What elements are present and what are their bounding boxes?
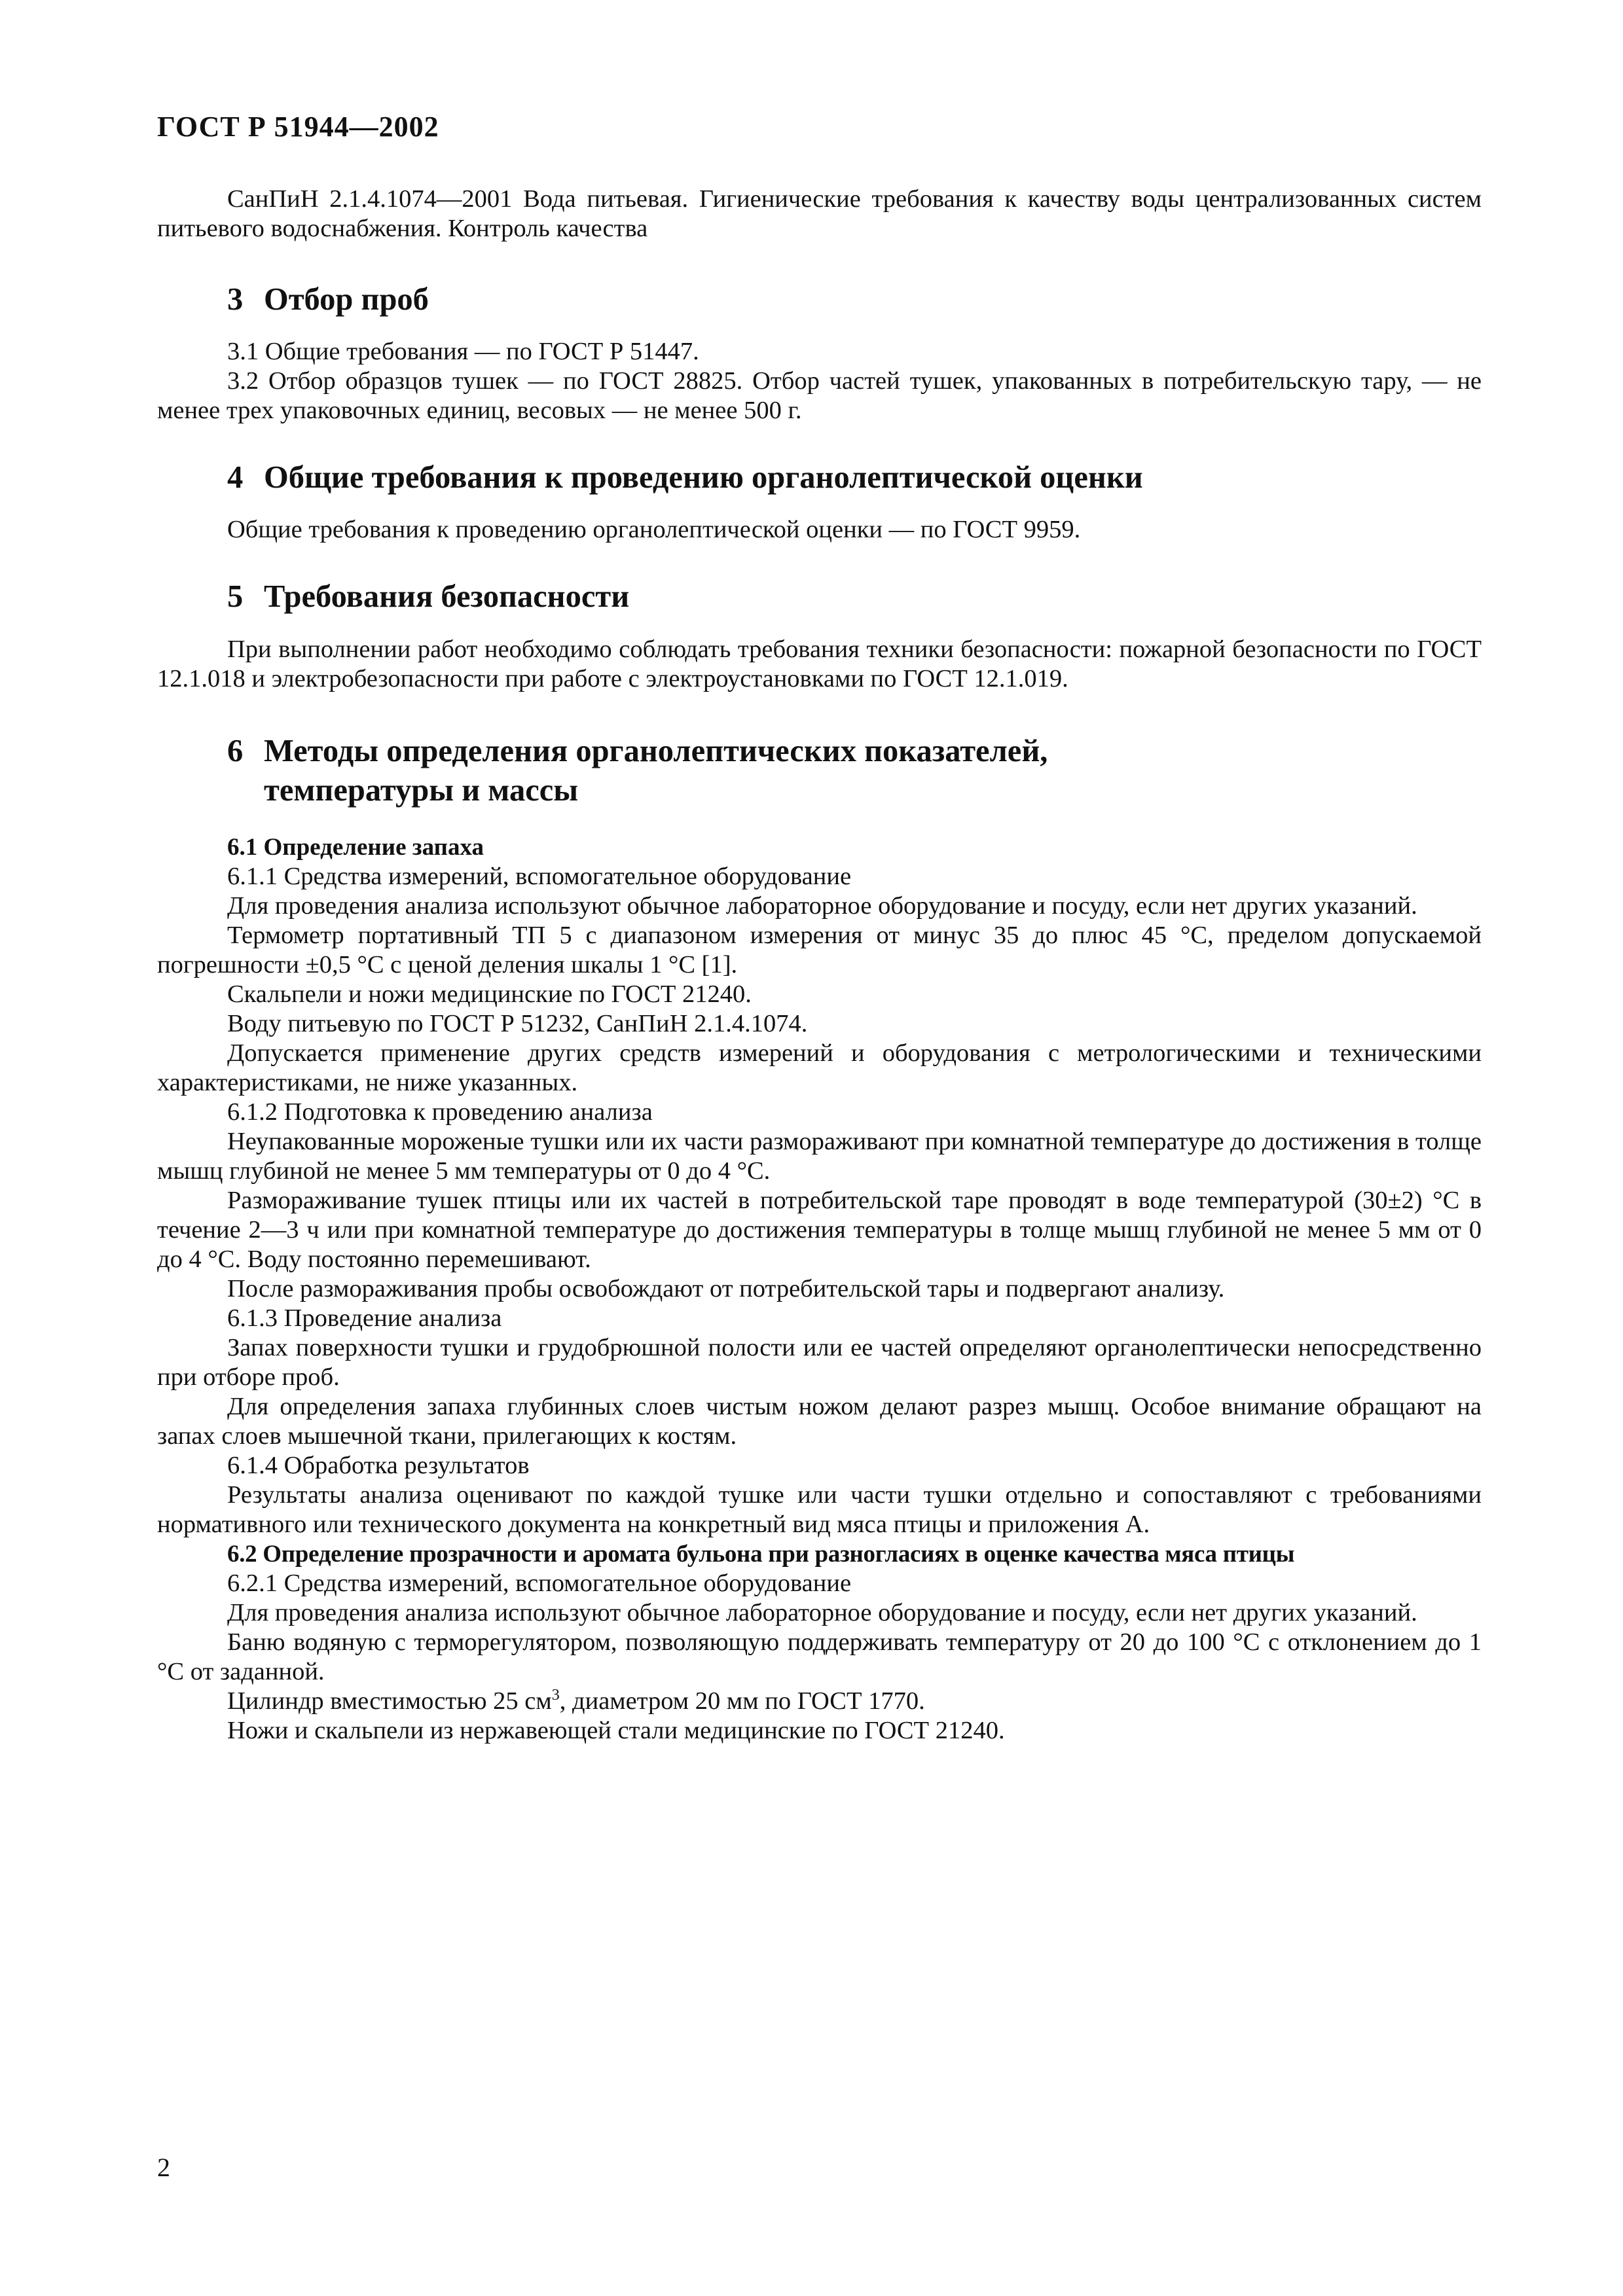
clause-6-2-1: 6.2.1 Средства измерений, вспомогательное оборудование [227, 1570, 852, 1597]
section-number: 4 [227, 460, 244, 495]
paragraph: Запах поверхности тушки и грудобрюшной полости или ее частей определяют органолептически непосредственно при отборе проб. [157, 1334, 1482, 1391]
paragraph: Неупакованные мороженые тушки или их части размораживают при комнатной температуре до достижения в толще мышц глубиной не менее 5 мм температуры от 0 до 4 °С. [157, 1128, 1482, 1185]
paragraph: 3.2 Отбор образцов тушек — по ГОСТ 28825. Отбор частей тушек, упакованных в потребительскую тару, — не менее трех упаковочных единиц, весовых — не менее 500 г. [157, 367, 1482, 424]
paragraph: Допускается применение других средств измерений и оборудования с метрологическими и техническими характеристиками, не ниже указанных. [157, 1039, 1482, 1096]
section-title-line1: Методы определения органолептических показателей, [264, 734, 1048, 768]
section-heading-3 [157, 280, 1482, 319]
section-number: 6 [227, 734, 244, 768]
paragraph: Для определения запаха глубинных слоев чистым ножом делают разрез мышц. Особое внимание обращают на запах слоев мышечной ткани, прилегающих к костям. [157, 1393, 1482, 1450]
paragraph: При выполнении работ необходимо соблюдать требования техники безопасности: пожарной безопасности по ГОСТ 12.1.018 и электробезопасности при работе с электроустановками по ГОСТ 12.1.019. [157, 636, 1482, 692]
subsection-heading-6-1: 6.1 Определение запаха [227, 834, 484, 861]
section-heading-4 [157, 458, 1482, 497]
paragraph: Общие требования к проведению органолептической оценки — по ГОСТ 9959. [227, 516, 1081, 543]
section-title: Отбор проб [264, 282, 429, 317]
paragraph: Размораживание тушек птицы или их частей в потребительской таре проводят в воде температурой (30±2) °С в течение 2—3 ч или при комнатной температуре до достижения температуры в толще мышц глубиной не менее 5 мм от 0 до 4 °С. Воду постоянно перемешивают. [157, 1187, 1482, 1273]
paragraph: Термометр портативный ТП 5 с диапазоном измерения от минус 35 до плюс 45 °С, пределом допускаемой погрешности ±0,5 °С с ценой деления шкалы 1 °С [1]. [157, 922, 1482, 978]
text-run: Цилиндр вместимостью 25 см [227, 1687, 552, 1715]
clause-6-1-2: 6.1.2 Подготовка к проведению анализа [227, 1098, 653, 1126]
clause-6-1-1: 6.1.1 Средства измерений, вспомогательное оборудование [227, 863, 852, 890]
paragraph: Скальпели и ножи медицинские по ГОСТ 21240. [227, 980, 752, 1008]
section-number: 3 [227, 282, 244, 317]
paragraph: Результаты анализа оценивают по каждой тушке или части тушки отдельно и сопоставляют с требованиями нормативного или технического документа на конкретный вид мяса птицы и приложения А. [157, 1481, 1482, 1538]
page-number: 2 [157, 2153, 170, 2182]
clause-6-1-4: 6.1.4 Обработка результатов [227, 1452, 530, 1479]
paragraph: Баню водяную с терморегулятором, позволяющую поддерживать температуру от 20 до 100 °С с отклонением до 1 °С от заданной. [157, 1628, 1482, 1685]
paragraph: Для проведения анализа используют обычное лабораторное оборудование и посуду, если нет других указаний. [227, 892, 1417, 920]
text-run: , диаметром 20 мм по ГОСТ 1770. [559, 1687, 925, 1715]
section-title: Требования безопасности [264, 579, 630, 614]
page-header: ГОСТ Р 51944—2002 [157, 111, 439, 143]
section-heading-5 [157, 577, 1482, 617]
section-heading-6 [157, 732, 1482, 810]
paragraph: Ножи и скальпели из нержавеющей стали медицинские по ГОСТ 21240. [227, 1717, 1005, 1744]
paragraph: СанПиН 2.1.4.1074—2001 Вода питьевая. Гигиенические требования к качеству воды централизованных систем питьевого водоснабжения. Контроль качества [157, 185, 1482, 242]
paragraph: Воду питьевую по ГОСТ Р 51232, СанПиН 2.1.4.1074. [227, 1010, 808, 1037]
superscript: 3 [551, 1687, 560, 1704]
section-number: 5 [227, 579, 244, 614]
clause-6-1-3: 6.1.3 Проведение анализа [227, 1304, 502, 1332]
paragraph: 3.1 Общие требования — по ГОСТ Р 51447. [227, 338, 699, 365]
paragraph: Для проведения анализа используют обычное лабораторное оборудование и посуду, если нет других указаний. [227, 1599, 1417, 1626]
subsection-heading-6-2: 6.2 Определение прозрачности и аромата бульона при разногласиях в оценке качества мяса птицы [227, 1541, 1295, 1568]
page-content [157, 185, 1482, 1746]
section-title: Общие требования к проведению органолептической оценки [264, 460, 1143, 495]
section-title-line2: температуры и массы [264, 773, 579, 808]
paragraph [157, 1687, 1482, 1716]
paragraph: После размораживания пробы освобождают от потребительской тары и подвергают анализу. [227, 1275, 1225, 1302]
